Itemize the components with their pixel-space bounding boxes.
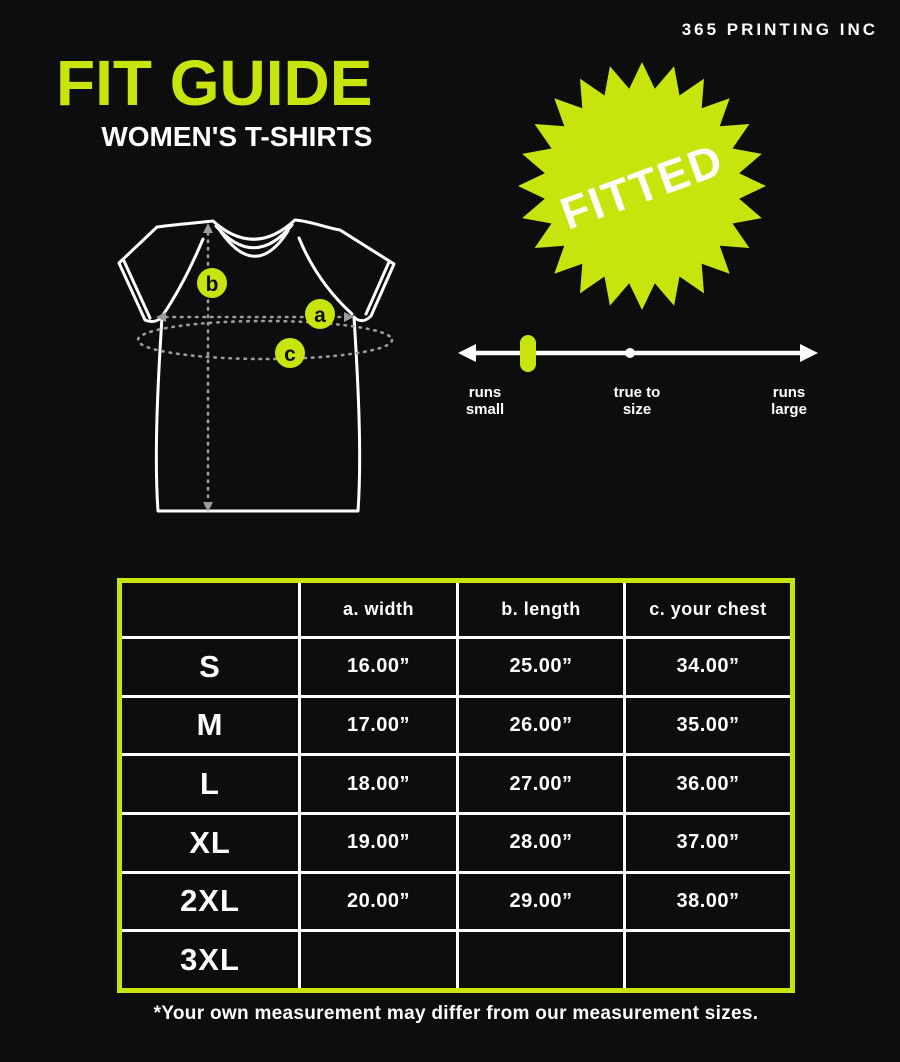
scale-indicator-marker [520,335,536,372]
marker-a-letter: a [314,304,326,327]
chest-cell: 34.00” [626,639,790,695]
chest-cell: 36.00” [626,756,790,812]
size-cell: S [122,639,298,695]
chest-cell: 35.00” [626,698,790,754]
badge-label: FITTED [553,133,731,240]
marker-b-letter: b [205,273,219,296]
tshirt-outline [119,220,394,511]
page-subtitle: WOMEN'S T-SHIRTS [101,121,373,153]
header-cell-chest: c. your chest [626,583,790,636]
length-cell: 26.00” [459,698,623,754]
length-cell: 28.00” [459,815,623,871]
size-cell: M [122,698,298,754]
marker-c-letter: c [284,343,296,366]
width-cell: 20.00” [301,874,456,930]
right-cuff-line [366,262,389,314]
size-cell: XL [122,815,298,871]
length-arrow-up-icon [203,223,213,233]
width-cell: 17.00” [301,698,456,754]
left-armscye-seam [163,239,203,315]
title-block [56,47,373,153]
size-cell: 2XL [122,874,298,930]
length-cell [459,932,623,988]
header-cell-size [122,583,298,636]
scale-center-tick [625,348,635,358]
length-cell: 27.00” [459,756,623,812]
chest-cell: 37.00” [626,815,790,871]
brand-name: 365 PRINTING INC [681,20,878,39]
left-cuff-line [124,261,150,318]
fitted-badge [510,54,774,318]
header-cell-length: b. length [459,583,623,636]
scale-label-runs-large: runs large [771,384,807,418]
size-cell: 3XL [122,932,298,988]
scale-arrow-right-icon [800,344,818,362]
width-cell: 16.00” [301,639,456,695]
scale-arrow-left-icon [458,344,476,362]
chest-cell: 38.00” [626,874,790,930]
header-cell-width: a. width [301,583,456,636]
width-cell: 18.00” [301,756,456,812]
width-cell [301,932,456,988]
chest-cell [626,932,790,988]
page-title: FIT GUIDE [56,47,373,119]
collar-line-outer [216,225,292,248]
scale-label-true-to-size: true to size [613,384,661,418]
size-table [117,578,795,993]
fit-scale [448,326,828,380]
measurement-disclaimer: *Your own measurement may differ from our measurement sizes. [153,1003,759,1024]
size-cell: L [122,756,298,812]
width-cell: 19.00” [301,815,456,871]
length-cell: 29.00” [459,874,623,930]
length-cell: 25.00” [459,639,623,695]
tshirt-diagram [98,193,412,527]
scale-label-runs-small: runs small [465,384,505,418]
